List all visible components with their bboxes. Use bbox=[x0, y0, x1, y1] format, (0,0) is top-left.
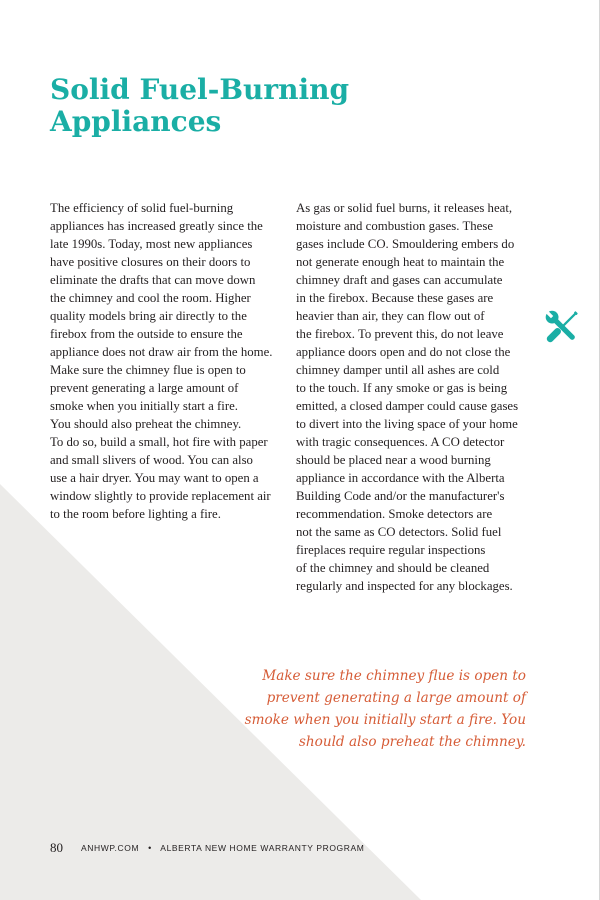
body-line: Make sure the chimney flue is open to bbox=[50, 363, 246, 377]
page-number: 80 bbox=[50, 840, 63, 855]
body-line: prevent generating a large amount of bbox=[50, 381, 239, 395]
pull-quote-line: Make sure the chimney flue is open to bbox=[262, 668, 526, 684]
body-line: appliance doors open and do not close the bbox=[296, 345, 511, 359]
body-line: use a hair dryer. You may want to open a bbox=[50, 471, 259, 485]
pull-quote-line: prevent generating a large amount of bbox=[266, 690, 526, 706]
body-line: You should also preheat the chimney. bbox=[50, 417, 242, 431]
body-line: not the same as CO detectors. Solid fuel bbox=[296, 525, 502, 539]
body-line: to the room before lighting a fire. bbox=[50, 507, 221, 521]
body-line: regularly and inspected for any blockages. bbox=[296, 579, 513, 593]
body-line: quality models bring air directly to the bbox=[50, 309, 247, 323]
body-line: window slightly to provide replacement air bbox=[50, 489, 271, 503]
body-line: Building Code and/or the manufacturer's bbox=[296, 489, 505, 503]
page-title: Solid Fuel-Burning Appliances bbox=[50, 73, 350, 138]
body-line: chimney damper until all ashes are cold bbox=[296, 363, 500, 377]
body-line: heavier than air, they can flow out of bbox=[296, 309, 485, 323]
body-line: firebox from the outside to ensure the bbox=[50, 327, 243, 341]
body-line: To do so, build a small, hot fire with paper bbox=[50, 435, 268, 449]
body-line: gases include CO. Smouldering embers do bbox=[296, 237, 515, 251]
body-line: The efficiency of solid fuel-burning bbox=[50, 201, 234, 215]
body-line: should be placed near a wood burning bbox=[296, 453, 491, 467]
right-column bbox=[296, 199, 528, 595]
body-line: fireplaces require regular inspections bbox=[296, 543, 486, 557]
body-line: eliminate the drafts that can move down bbox=[50, 273, 256, 287]
body-line: appliance in accordance with the Alberta bbox=[296, 471, 505, 485]
body-line: with tragic consequences. A CO detector bbox=[296, 435, 505, 449]
body-line: recommendation. Smoke detectors are bbox=[296, 507, 493, 521]
body-line: smoke when you initially start a fire. bbox=[50, 399, 238, 413]
body-line: moisture and combustion gases. These bbox=[296, 219, 494, 233]
footer-website-link[interactable]: ANHWP.COM bbox=[81, 843, 140, 853]
body-line: As gas or solid fuel burns, it releases heat, bbox=[296, 201, 513, 215]
body-line: of the chimney and should be cleaned bbox=[296, 561, 490, 575]
page-footer bbox=[50, 838, 364, 858]
pull-quote bbox=[230, 665, 526, 753]
body-line: the firebox. To prevent this, do not leave bbox=[296, 327, 504, 341]
body-line: late 1990s. Today, most new appliances bbox=[50, 237, 253, 251]
body-line: and small slivers of wood. You can also bbox=[50, 453, 253, 467]
body-line: chimney draft and gases can accumulate bbox=[296, 273, 503, 287]
pull-quote-line: smoke when you initially start a fire. You bbox=[244, 712, 526, 728]
footer-organization: ALBERTA NEW HOME WARRANTY PROGRAM bbox=[160, 843, 365, 853]
body-line: in the firebox. Because these gases are bbox=[296, 291, 494, 305]
body-line: to divert into the living space of your home bbox=[296, 417, 518, 431]
body-line: have positive closures on their doors to bbox=[50, 255, 251, 269]
body-line: not generate enough heat to maintain the bbox=[296, 255, 505, 269]
pull-quote-line: should also preheat the chimney. bbox=[298, 734, 526, 750]
body-line: appliances has increased greatly since the bbox=[50, 219, 263, 233]
wrench-screwdriver-icon bbox=[540, 305, 584, 349]
body-line: appliance does not draw air from the home. bbox=[50, 345, 273, 359]
body-line: emitted, a closed damper could cause gases bbox=[296, 399, 519, 413]
footer-separator: • bbox=[148, 843, 152, 853]
body-line: the chimney and cool the room. Higher bbox=[50, 291, 251, 305]
left-column bbox=[50, 199, 282, 523]
body-line: to the touch. If any smoke or gas is being bbox=[296, 381, 508, 395]
